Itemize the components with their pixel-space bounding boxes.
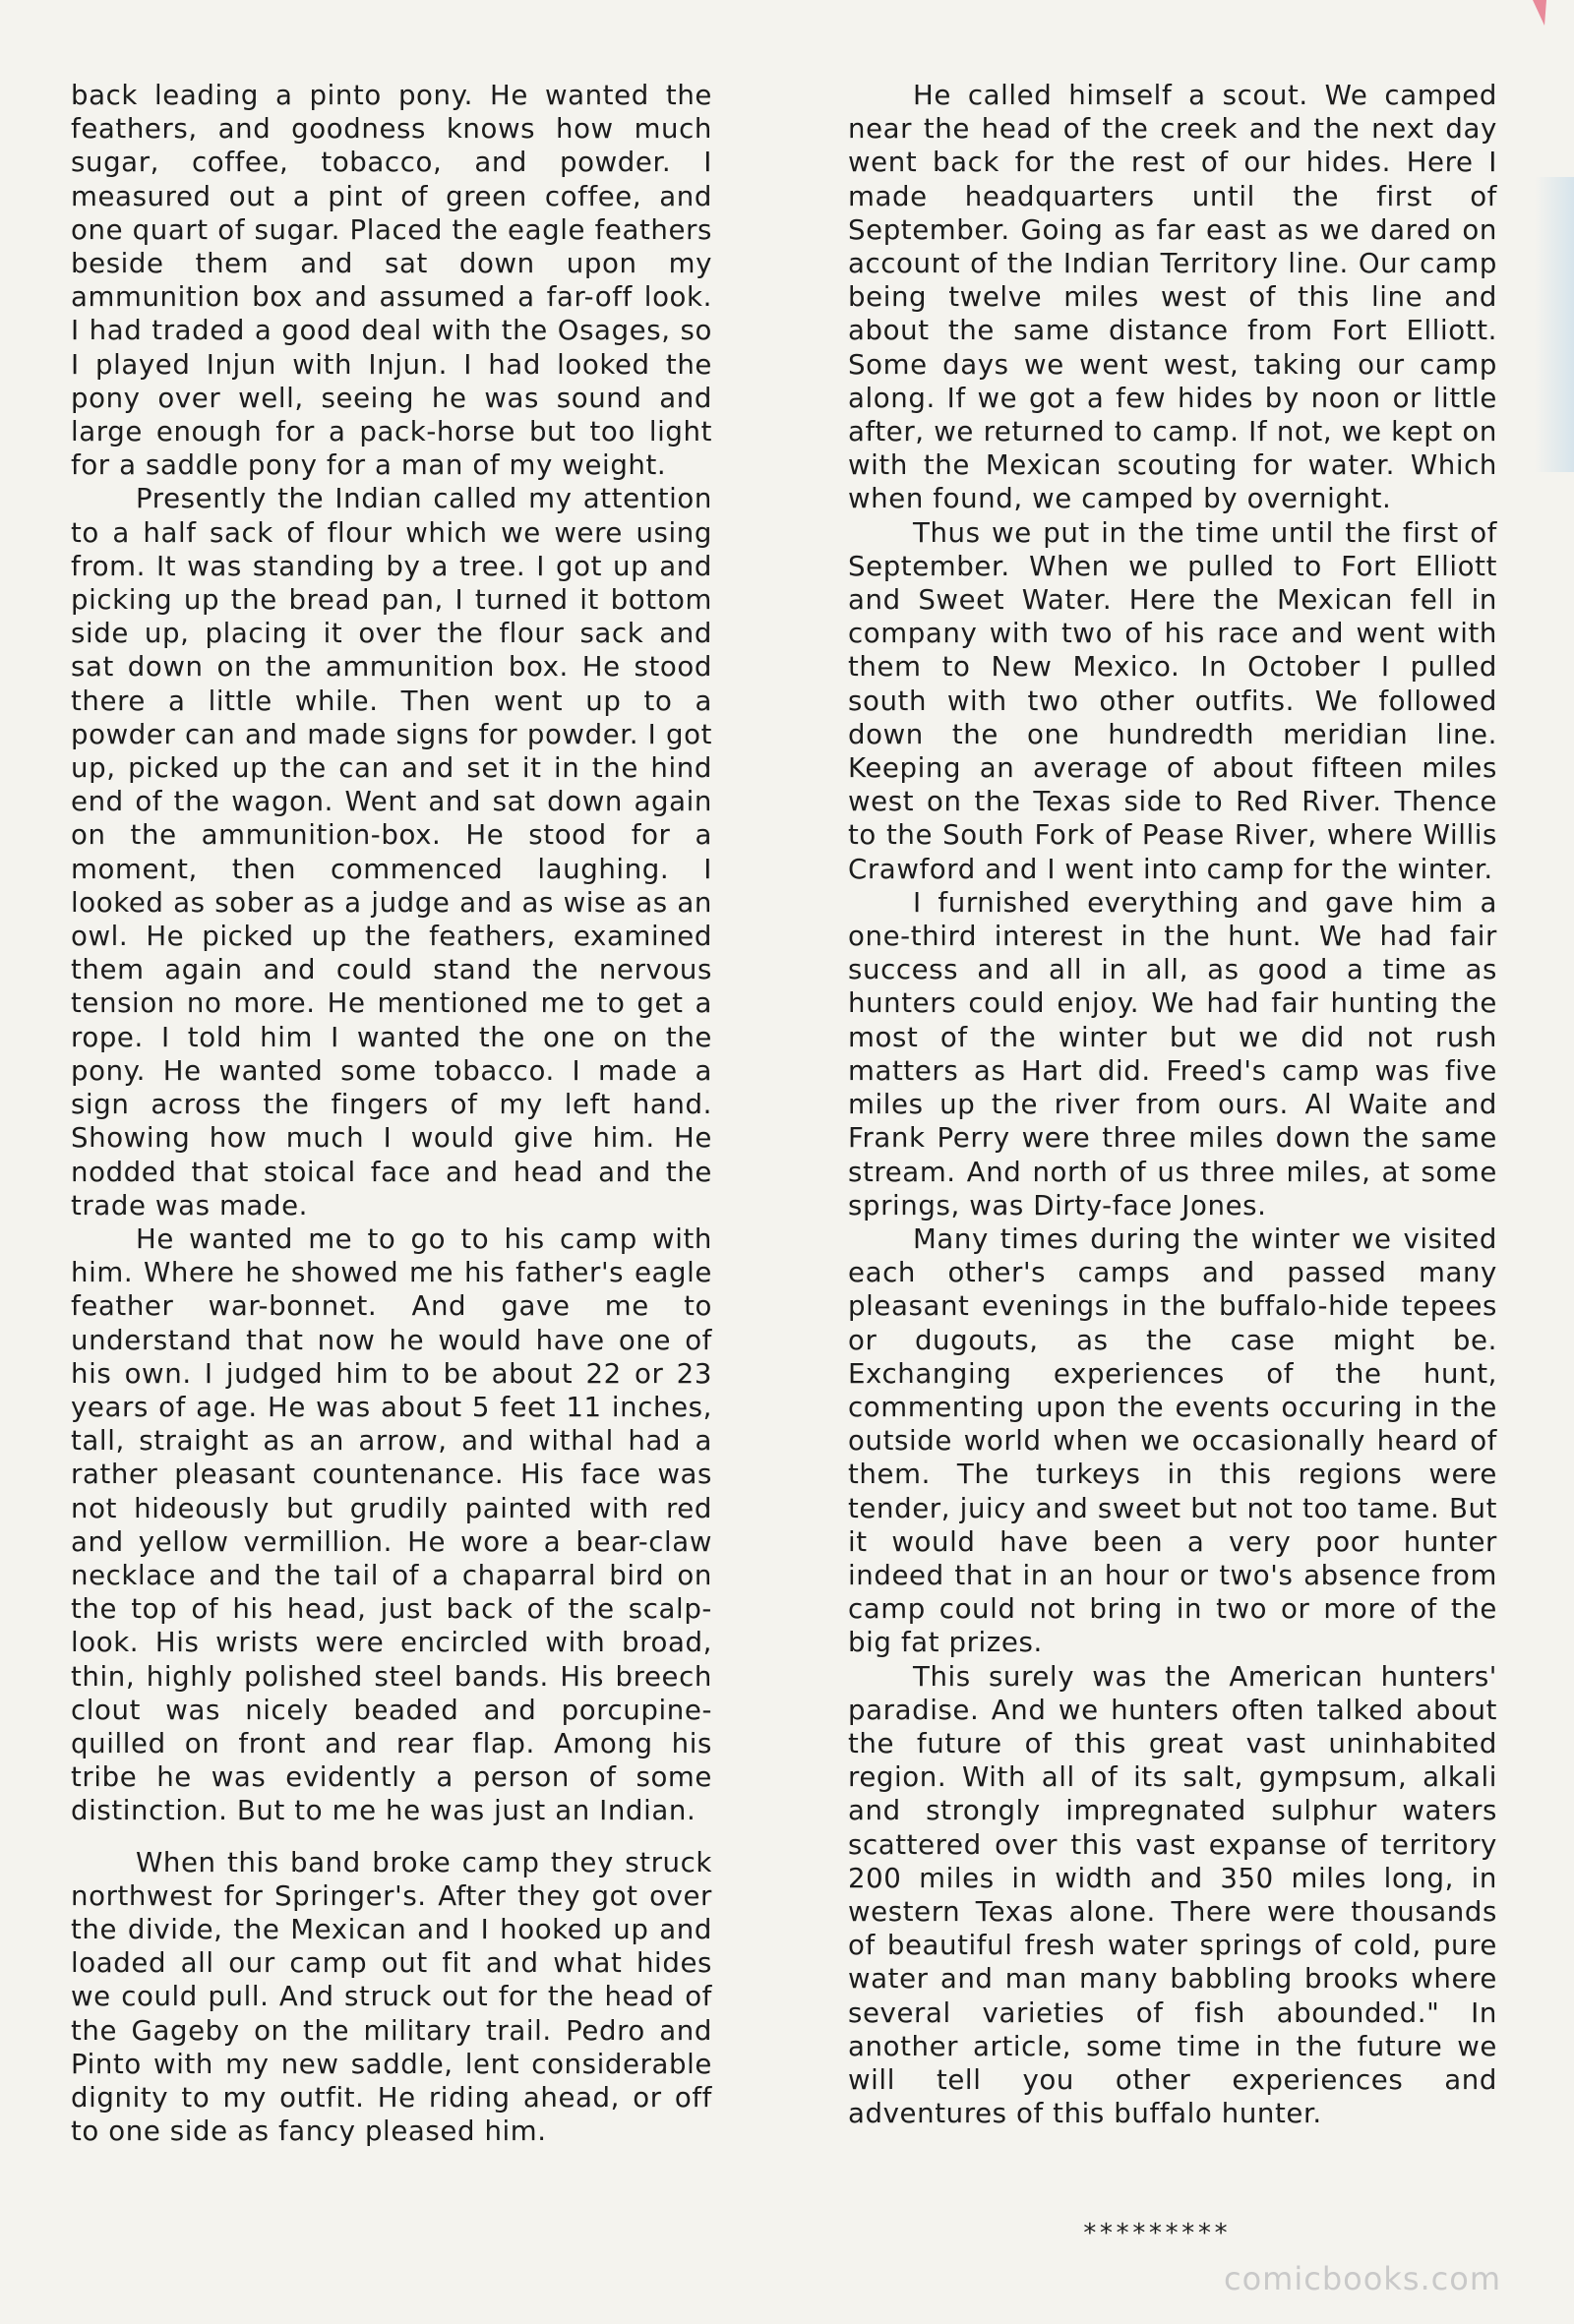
paragraph-right-5: This surely was the American hunters' paradise. And we hunters often talked about the future of this great vast uninhabited region. With all of its salt, gympsum, alkali and strongly impregnated sulphur waters scattered over this vast expanse of territory 200 miles in width and 350 miles long, in western Texas alone. There were thousands of beautiful fresh water springs of cold, pure water and man many babbling brooks where several varieties of fish abounded." In another article, some time in the future we will tell you other experiences and adventures of this buffalo hunter. — [848, 1659, 1497, 2130]
left-text-column — [71, 79, 712, 2148]
paragraph-left-2: Presently the Indian called my attention to a half sack of flour which we were using from. It was standing by a tree. I got up and picking up the bread pan, I turned it bottom side up, placing it over the flour sack and sat down on the ammunition box. He stood there a little while. Then went up to a powder can and made signs for powder. I got up, picked up the can and set it in the hind end of the wagon. Went and sat down again on the ammunition-box. He stood for a moment, then commenced laughing. I looked as sober as a judge and as wise as an owl. He picked up the feathers, examined them again and could stand the nervous tension no more. He mentioned me to get a rope. I told him I wanted the one on the pony. He wanted some tobacco. I made a sign across the fingers of my left hand. Showing how much I would give him. He nodded that stoical face and head and the trade was made. — [71, 482, 712, 1222]
paragraph-left-1: back leading a pinto pony. He wanted the feathers, and goodness knows how much sugar, coffee, tobacco, and powder. I measured out a pint of green coffee, and one quart of sugar. Placed the eagle feathers beside them and sat down upon my ammunition box and assumed a far-off look. I had traded a good deal with the Osages, so I played Injun with Injun. I had looked the pony over well, seeing he was sound and large enough for a pack-horse but too light for a saddle pony for a man of my weight. — [71, 79, 712, 482]
watermark: comicbooks.com — [1223, 2260, 1501, 2297]
paragraph-right-4: Many times during the winter we visited each other's camps and passed many pleasant evenings in the buffalo-hide tepees or dugouts, as the case might be. Exchanging experiences of the hunt, commenting upon the events occuring in the outside world when we occasionally heard of them. The turkeys in this regions were tender, juicy and sweet but not too tame. But it would have been a very poor hunter indeed that in an hour or two's absence from camp could not bring in two or more of the big fat prizes. — [848, 1222, 1497, 1659]
print-bleed-decoration — [1535, 177, 1574, 472]
section-separator: ********* — [1082, 2219, 1230, 2248]
paragraph-right-2: Thus we put in the time until the first of September. When we pulled to Fort Elliott and Sweet Water. Here the Mexican fell in company with two of his race and went with them to New Mexico. In October I pulled south with two other outfits. We followed down the one hundredth meridian line. Keeping an average of about fifteen miles west on the Texas side to Red River. Thence to the South Fork of Pease River, where Willis Crawford and I went into camp for the winter. — [848, 515, 1497, 885]
corner-mark-icon — [1531, 0, 1548, 30]
paragraph-left-3: He wanted me to go to his camp with him. Where he showed me his father's eagle feather war-bonnet. And gave me to understand that now he would have one of his own. I judged him to be about 22 or 23 years of age. He was about 5 feet 11 inches, tall, straight as an arrow, and withal had a rather pleasant countenance. His face was not hideously but grudily painted with red and yellow vermillion. He wore a bear-claw necklace and the tail of a chaparral bird on the top of his head, just back of the scalp-look. His wrists were encircled with broad, thin, highly polished steel bands. His breech clout was nicely beaded and porcupine-quilled on front and rear flap. Among his tribe he was evidently a person of some distinction. But to me he was just an Indian. — [71, 1222, 712, 1827]
paragraph-left-4: When this band broke camp they struck northwest for Springer's. After they got over the divide, the Mexican and I hooked up and loaded all our camp out fit and what hides we could pull. And struck out for the head of the Gageby on the military trail. Pedro and Pinto with my new saddle, lent considerable dignity to my outfit. He riding ahead, or off to one side as fancy pleased him. — [71, 1845, 712, 2148]
right-text-column — [848, 79, 1497, 2130]
paragraph-right-1: He called himself a scout. We camped near the head of the creek and the next day went back for the rest of our hides. Here I made headquarters until the first of September. Going as far east as we dared on account of the Indian Territory line. Our camp being twelve miles west of this line and about the same distance from Fort Elliott. Some days we went west, taking our camp along. If we got a few hides by noon or little after, we returned to camp. If not, we kept on with the Mexican scouting for water. Which when found, we camped by overnight. — [848, 79, 1497, 515]
paragraph-right-3: I furnished everything and gave him a one-third interest in the hunt. We had fair success and all in all, as good a time as hunters could enjoy. We had fair hunting the most of the winter but we did not rush matters as Hart did. Freed's camp was five miles up the river from ours. Al Waite and Frank Perry were three miles down the same stream. And north of us three miles, at some springs, was Dirty-face Jones. — [848, 885, 1497, 1222]
